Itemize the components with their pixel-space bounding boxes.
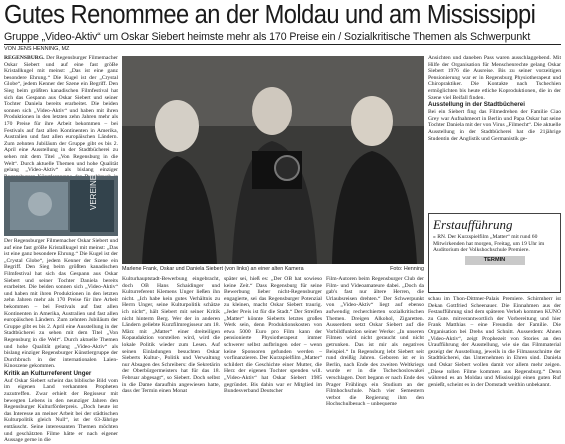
- dateline: REGENSBURG.: [4, 55, 45, 61]
- subheadline: Gruppe „Video-Aktiv“ um Oskar Siebert heimste mehr als 170 Preise ein / Sozialkritische Themen als Schwerpunkt: [4, 31, 531, 43]
- article-column-5b: [428, 296, 561, 422]
- column-text: Auf Oskar Siebert scheint das biblische Bild vom im eigenen Land verkannten Propheten zuzutreffen. Zwar erhielt der Regisseur mit bewegten Lebens in den neunziger Jahren den Regensburger Kulturförderpreis. „Doch heute ist das Interesse an meiner Arbeit bei der städtischen Kulturpolitik gleich Null“, ist der 63-Jährige enttäuscht. Seine interessanten Themen möchten und geschätzten Filme hätte er nach eigener Aussage gerne in die: [4, 377, 118, 444]
- article-column-3: [224, 276, 322, 422]
- photo-credit: Foto: Henning: [390, 266, 424, 272]
- column-text: Ansichten und daneben Pass waren ausschlaggebend. Mit Hilfe der Organisation für Menschenrechte gelang Oskar Siebert 1976 die Ausreise. Bis zu seiner vorzeitigen Pensionierung war er in Regensburg Physiotherapeut und Chiropraktiker. Die Kontakte nach Tschechien ermöglichten bis heute etliche Koproduktionen, die in der Szene viel Beifall finden.: [428, 55, 561, 101]
- caption-text: Marlene Frank, Oskar und Daniela Siebert (von links) an einer alten Kamera: [122, 266, 304, 272]
- column-text: Film-Autoren beim Regensburger Club der Film- und Videoamateure dabei. „Doch da gab's fast nur ältere Herren, die Urlaubsreisen drehten.“ Der Schwerpunkt von „Video-Aktiv“ liegt auf ebenso aufwendig recherchierten sozialkritischen Themen. Dreigen Alkohol, Zigaretten. Ausserdem setzt Oskar Siebert auf die Vorbildfunktion seiner Werke: „In unseren Filmen wird nicht geraucht und nicht getrunken. Das ist mir als negatives Beispiel.“ In Regensburg lebt Siebert seit rund dreißig Jahren. Geboren ist er in Berlin, nach Ende des zweiten Weltkriegs wurde er in die Tschechoslowakei verschlagen. Dort begann er nach Ende des Prager Frühlings ein Studium an der Filmhochschule. Nach vier Semestern verbot die Regierung ihm den Hochschulbesuch – unbequeme: [326, 276, 424, 408]
- article-column-5: [428, 55, 561, 211]
- headline: Gutes Renommee an der Moldau und am Mississippi: [4, 1, 536, 29]
- svg-text:VEREINE: VEREINE: [89, 174, 98, 210]
- info-box: [428, 213, 561, 293]
- divider: [4, 44, 561, 45]
- column-text: Kulturhauptstadt-Bewerbung eingebracht, doch OB Hans Schaidinger und Kulturreferent Klemens Unger ließen ihn nicht. „Ich habe kein gutes Verhältnis zu Herrn Unger, seine Kulturpolitik schätze ich nicht“, hält Siebert mit seiner Kritik nicht hinterm Berg. Wer der in anderen Ländern geliebte Kurzfilmregisseur am 18. März mit „Matter“ einer dreiteiligen Kopaudaktion vorstellen wird, wird die lokale Politik wieder zum Lesen. Auf seinen Einladungen besuchten Oskar Sieberts Kultur-, Politik und Verwaltung nur Absagen des Schreibers: die Sekretärin der Oberbürgermeisters hat für das 18. Februar abgesagt“, so Siebert. Doch selbst in die Dame daraufhin angewiesen hatte, dass der Termin einen Monat: [122, 276, 220, 395]
- article-column-1b: [4, 238, 118, 444]
- info-box-title: Erstaufführung: [433, 217, 513, 232]
- camera-portrait-image: [122, 56, 424, 264]
- column-text: Der Regensburger Filmemacher Oskar Siebert und auf eine fast gröBe Kristallkugel mit meinst: „Das ist eine ganz besondere Ehrung.“ Die Kugel ist der „Crystal Globe“, jedem Kenner der Szene ein Begriff. Den Sieg beim größten kanadischen Filmfestival hat sich das Gespann aus Oskar Siebert und seiner Tochter Daniela bereits erarbeitet. Die beiden sonnen sich „Video-Aktiv“ und haben mit ihren Produktionen in den letzten zehn Jahren mehr als 170 Preise für ihre Arbeit bekommen – bei Festivals auf fast allen Kontinenten in Amerika, Australien und fast allen europäischen Ländern. Zum zehnten Jubiläum der Gruppe gibt es bis 2. April eine Ausstellung in der Stadtbücherei zu sehen mit dem Titel „Von Regensburg in die Welt“. Durch aktuelle Themen und hohe Qualität gelang „Video-Aktiv“ als bislang einziger Regensburger Künstlergruppe der Durchbruch in der internationalen Laien-Kinoszene gekommen.: [4, 238, 118, 370]
- video-aktiv-photo: [4, 176, 118, 236]
- article-column-2: [122, 276, 220, 422]
- termin-badge: TERMIN: [465, 256, 525, 265]
- photo-caption: [122, 266, 424, 272]
- column-text: schau im Thon-Dittmer-Palais Premiere. Schirmherr ist Dekan Gottfried Scheenauer. Die Einnahmen aus der Festaufführung sind dem späteren Verkeh kommen KUNO zu Gute. mitverantwortlich der Vorbereitung und hier Frank Matthias – eine Freundin der Familie. Die Organisation bei Drehs und Schnitt. Ausserdem: Ahnen „Video-Aktiv“, zeigt Prophezeit von Stories an den Uraufführung der Ausstellung, wie sie das Filmmaterial gezeigt der Ausstellung, jeweils in die Filmausschnitte der Stadtbücherei, das Unternehmen in Ehren sind. Daniela und Oskar Siebert wollen damit vor allem mehr zeigen. „Diese tollen Filme kommen aus Regensburg.“ Denn während es an Moldau und Mississippi einen guten Ruf genießt, scheint es in der Domstadt weithin unbekannt.: [428, 296, 561, 388]
- column-text: Bei ein Siebert fing das Filmedrehen der Familie Ciao Grey war Aufnahmeort in Berlin und Papa Oskar hat seine Tochter Daniela mit der von Virus „Filmecht“. Die aktuelle Ausstellung in der Stadtbücherei hat die 21jährige Studentin der Anglistik und Germanistik ge-: [428, 109, 561, 142]
- article-column-4: [326, 276, 424, 422]
- info-box-text: » RN. Der Kurzspielfilm „Matter“ mit rund 60 Mitwirkenden hat morgen, Freitag, um 19 Uhr im Auditorium der Volkshochschule Premiere.: [433, 234, 545, 254]
- column-text: Der Regensburger Filmemacher Oskar Siebert und auf eine fast gröBe Kristallkugel mit meinst: „Das ist eine ganz besondere Ehrung.“ Die Kugel ist der „Crystal Globe“, jedem Kenner der Szene ein Begriff. Den Sieg beim größten kanadischen Filmfestival hat sich das Gespann aus Oskar Siebert und seiner Tochter Daniela bereits erarbeitet. Die beiden sonnen sich „Video-Aktiv“ und haben mit ihren Produktionen in den letzten zehn Jahren mehr als 170 Preise für ihre Arbeit bekommen – bei Festivals auf fast allen Kontinenten in Amerika, Australien und fast allen europäischen Ländern. Zum zehnten Jubiläum der Gruppe gibt es bis 2. April eine Ausstellung in der Stadtbücherei zu sehen mit dem Titel „Von Regensburg in die Welt“. Durch aktuelle Themen und hohe Qualität gelang „Video-Aktiv“ als bislang einziger: [4, 55, 118, 174]
- video-aktiv-poster-image: [4, 176, 118, 236]
- section-heading-ausstellung: Ausstellung in der Stadtbücherei: [428, 101, 525, 109]
- column-text: später sei, hieß es: „Der OB hat sowieso keine Zeit.“ Dass Regensburg für seine Bewerbung lieber nicht-Regensburger engagierte, sei das Regensburger Potenzial zu kleinen, macht Oskar Siebert traurig. „Jeder Preis ist für die Stadt.“ Der Streifen „Matter“ könnte Sieberts letztes großes Werk sein, denn Produktionskosten von etwa 5000 Euro pro Film kann der pensionierte Physiotherapeut immer schwerer selbst aufbringen oder – wenn keine Sponsoren gefunden werden – vorfinanzieren. Der Kurzspielfilm „Matter“ schildert die Geschichte einer Mutter, die Herz der eigenen Tochter spenden will. „Video-Aktiv“ hat Oskar Siebert 1985 gegründet. Bis dahin war er Mitglied im Bundesverband Deutscher: [224, 276, 322, 395]
- main-photo: [122, 56, 424, 264]
- byline: VON JENS HENNING, MZ: [4, 46, 70, 52]
- article-column-1: [4, 55, 118, 175]
- section-heading-kritik: Kritik an Kulturreferent Unger: [4, 369, 92, 377]
